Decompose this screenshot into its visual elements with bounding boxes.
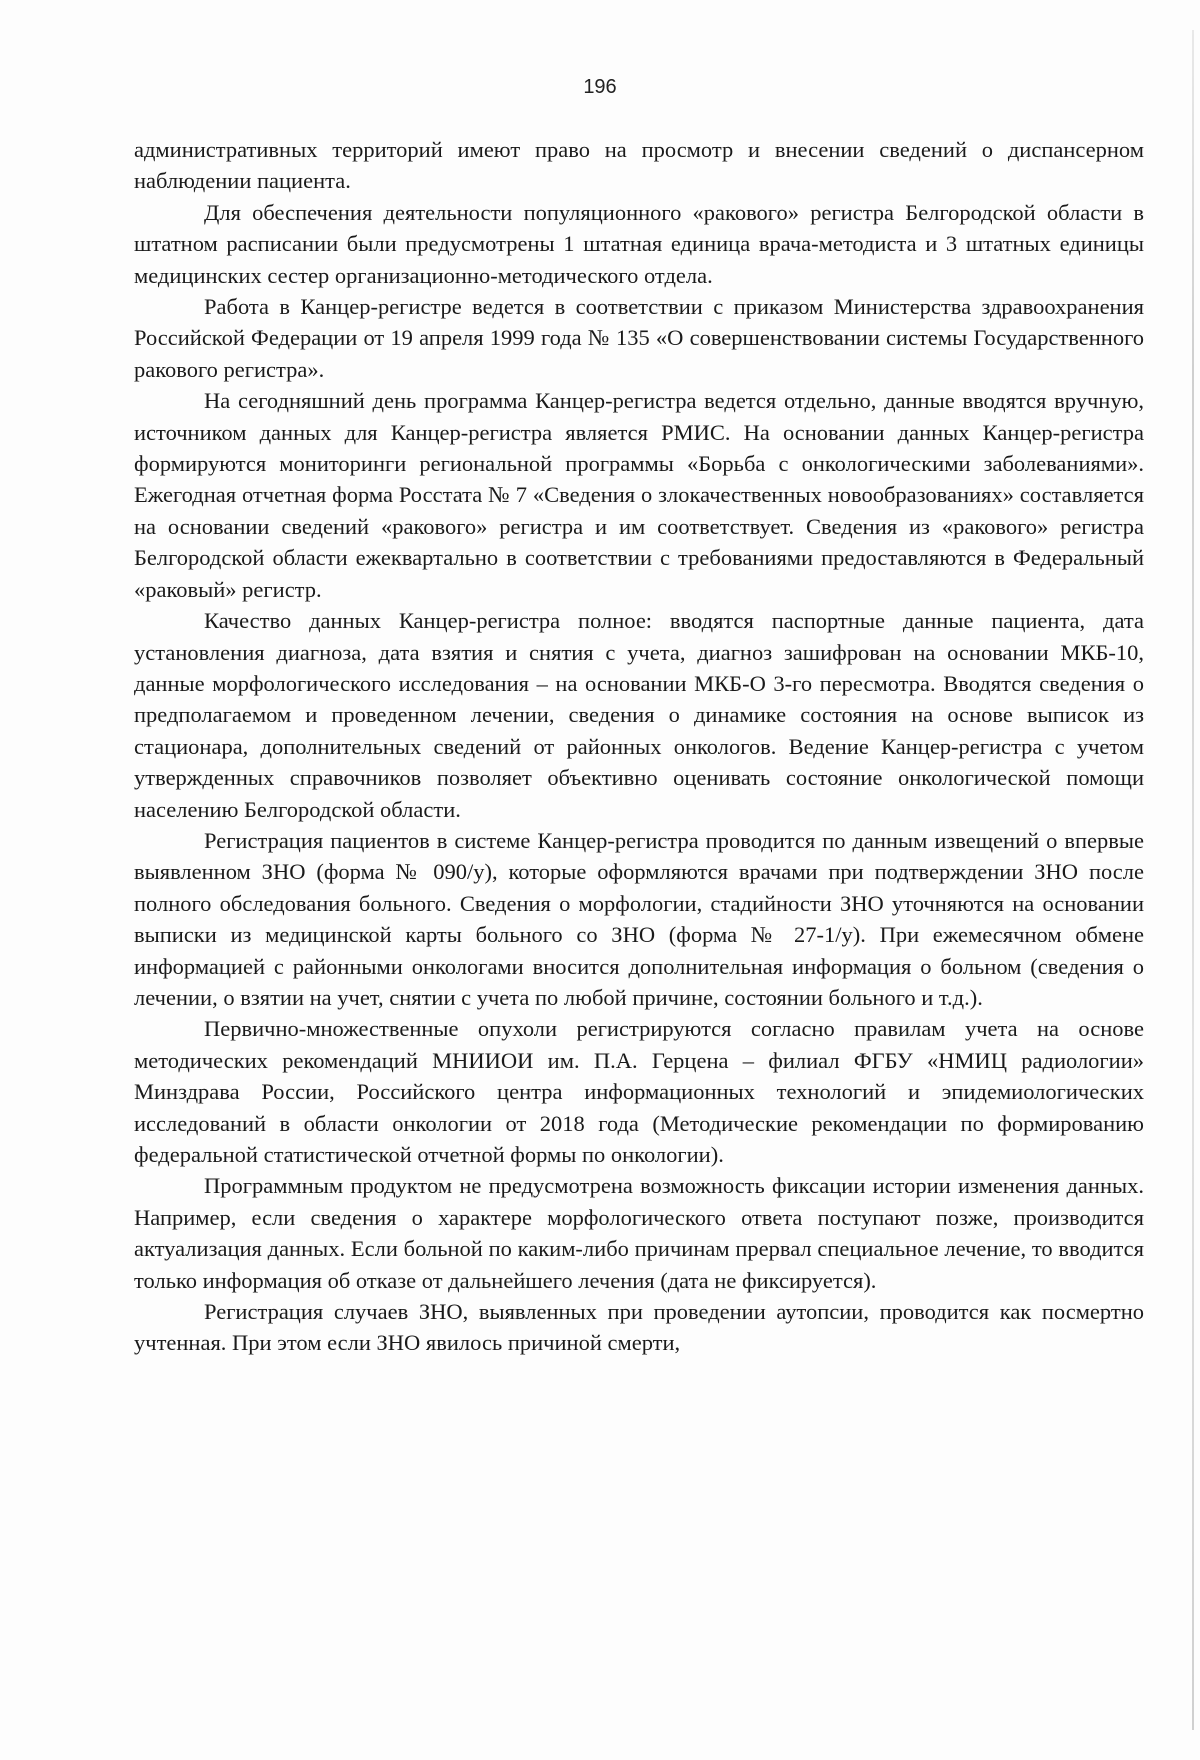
paragraph-program-status: На сегодняшний день программа Канцер-регистра ведется отдельно, данные вводятся вручную, источником данных для Канцер-регистра является РМИС. На основании данных Канцер-регистра формируются мониторинги региональной программы «Борьба с онкологическими заболеваниями». Ежегодная отчетная форма Росстата № 7 «Сведения о злокачественных новообразованиях» составляется на основании сведений «ракового» регистра и им соответствует. Сведения из «ракового» регистра Белгородской области ежеквартально в соответствии с требованиями предоставляются в Федеральный «раковый» регистр. [134,388,1144,602]
paragraph-patient-registration: Регистрация пациентов в системе Канцер-регистра проводится по данным извещений о впервые выявленном ЗНО (форма № 090/у), которые оформляются врачами при подтверждении ЗНО после полного обследования больного. Сведения о морфологии, стадийности ЗНО уточняются на основании выписки из медицинской карты больного со ЗНО (форма № 27-1/у). При ежемесячном обмене информацией с районными онкологами вносится дополнительная информация о больном (сведения о лечении, о взятии на учет, снятии с учета по любой причине, состоянии больного и т.д.). [134,827,1144,1010]
paragraph-continuation: административных территорий имеют право на просмотр и внесении сведений о диспансерном наблюдении пациента. [134,137,1144,194]
paragraph-data-history: Программным продуктом не предусмотрена возможность фиксации истории изменения данных. Например, если сведения о характере морфологического ответа поступают позже, производится актуализация данных. Если больной по каким-либо причинам прервал специальное лечение, то вводится только информация об отказе от дальнейшего лечения (дата не фиксируется). [134,1173,1144,1293]
paragraph-multiple-tumors: Первично-множественные опухоли регистрируются согласно правилам учета на основе методических рекомендаций МНИИОИ им. П.А. Герцена – филиал ФГБУ «НМИЦ радиологии» Минздрава России, Российского центра информационных технологий и эпидемиологических исследований в области онкологии от 2018 года (Методические рекомендации по формированию федеральной статистической отчетной формы по онкологии). [134,1016,1144,1167]
page-number: 196 [583,76,617,98]
paragraph-ministry-order: Работа в Канцер-регистре ведется в соответствии с приказом Министерства здравоохранения Российской Федерации от 19 апреля 1999 года № 135 «О совершенствовании системы Государственного ракового регистра». [134,294,1144,382]
paragraph-autopsy-cases: Регистрация случаев ЗНО, выявленных при проведении аутопсии, проводится как посмертно учтенная. При этом если ЗНО явилось причиной смерти, [134,1299,1144,1356]
document-body [134,134,1144,1359]
paragraph-data-quality: Качество данных Канцер-регистра полное: вводятся паспортные данные пациента, дата установления диагноза, дата взятия и снятия с учета, диагноз зашифрован на основании МКБ-10, данные морфологического исследования – на основании МКБ-О 3-го пересмотра. Вводятся сведения о предполагаемом и проведенном лечении, сведения о динамике состояния на основе выписок из стационара, дополнительных сведений от районных онкологов. Ведение Канцер-регистра с учетом утвержденных справочников позволяет объективно оценивать состояние онкологической помощи населению Белгородской области. [134,608,1144,822]
scan-edge-shadow [1192,30,1194,1730]
paragraph-staffing: Для обеспечения деятельности популяционного «ракового» регистра Белгородской области в штатном расписании были предусмотрены 1 штатная единица врача-методиста и 3 штатных единицы медицинских сестер организационно-методического отдела. [134,199,1144,288]
